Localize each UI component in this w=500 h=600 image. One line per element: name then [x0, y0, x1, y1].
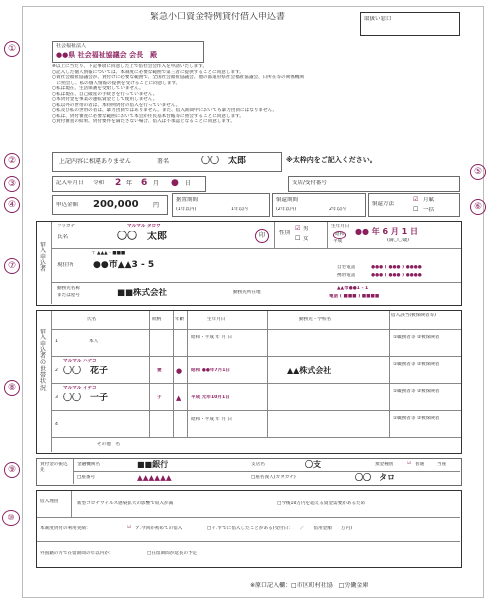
- dob-label: 生年月日: [331, 224, 350, 229]
- account-type-check[interactable]: ☑: [407, 461, 412, 466]
- grid-line: [267, 311, 268, 437]
- gender-female-check[interactable]: ☐: [295, 235, 301, 242]
- col-header-employer: 勤務先・学校名: [299, 317, 332, 322]
- grid-line: [71, 491, 72, 517]
- repay-note: (2年以内): [276, 207, 297, 212]
- date-era: 令和: [93, 180, 105, 186]
- pledge-line: ○貸付審査の結果、貸付要件を満たさない場合、借入は不承認となることに同意します。: [52, 119, 235, 124]
- member-note: ①職務者等 ②被保険者: [393, 335, 440, 340]
- holder-value[interactable]: 〇〇 タロ: [355, 473, 395, 482]
- pledge-line: に照会し、私の個人情報の提供を受けることに同意します。: [52, 80, 181, 86]
- pledge-line: ○記入した個人情報については、本制度に必要な範囲で第三者に提供することに同意します。: [52, 69, 244, 75]
- grace-box: [172, 193, 270, 217]
- date-month-unit: 月: [153, 180, 160, 187]
- member-name: 本人: [89, 339, 99, 344]
- usage-checked: ア.今回が初めての借入: [135, 526, 183, 531]
- usage-label: 本制度貸付の利用実績：: [40, 526, 91, 531]
- member-furigana[interactable]: マルマル ハナコ: [63, 359, 97, 364]
- pledge-line: ○貴社会福祉協議会が、貸付けに必要な範囲で、全国社会福祉協議会、他の都道府県社会福祉協議会、日所在等の関係機関: [52, 75, 304, 80]
- member-age[interactable]: ▲: [176, 394, 182, 402]
- bank-name[interactable]: ■■銀行: [137, 460, 169, 469]
- date-day[interactable]: ●: [171, 178, 179, 188]
- applicant-side-label: 借入申込者: [40, 242, 47, 274]
- dob-age: (満〇〇歳): [387, 238, 409, 243]
- branch-label: 支店名: [251, 462, 265, 467]
- member-note: ①職務者等 ②被保険者: [393, 389, 440, 394]
- grid-line: [51, 311, 52, 452]
- seal-mark: 印: [255, 229, 269, 243]
- repay-box: [272, 193, 366, 217]
- dob-era-checked[interactable]: 昭和: [335, 232, 345, 237]
- marker-8: ⑧: [4, 380, 20, 396]
- method-box: [368, 193, 460, 217]
- address-value[interactable]: ●●市▲▲3 - 5: [93, 260, 155, 270]
- member-name[interactable]: 〇〇 一子: [63, 393, 109, 403]
- phone-home-value[interactable]: ●●● ( ●●● ) ●●●●: [371, 265, 422, 270]
- holder-label: □座名義人(カタカナ): [251, 475, 296, 480]
- member-relation[interactable]: 妻: [157, 368, 162, 373]
- name-label: 氏名: [57, 234, 69, 240]
- member-furigana[interactable]: マルマル イチコ: [63, 386, 97, 391]
- grid-line: [73, 471, 460, 472]
- reception-label: 取扱い窓口: [364, 16, 392, 22]
- employer-label: 勤務先名称: [57, 286, 80, 291]
- phone-mobile-value[interactable]: ●●● ( ●●● ) ●●●●: [371, 273, 422, 278]
- household-side-label: 借入申込者の世帯状況: [40, 329, 47, 392]
- dob-era-other: 平成: [333, 239, 343, 244]
- method-opt-2: 一括: [423, 207, 435, 213]
- account-no-value[interactable]: ▲▲▲▲▲▲: [137, 473, 172, 482]
- method-check-2[interactable]: ☐: [413, 206, 419, 213]
- marker-3: ③: [4, 176, 20, 192]
- marker-4: ④: [4, 197, 20, 213]
- account-type-checked: 普通: [415, 462, 425, 467]
- employer-addr-value[interactable]: ▲▲市●●1 - 1: [337, 286, 369, 291]
- grid-line: [37, 541, 460, 542]
- org-small-label: 社会福祉法人: [56, 43, 87, 49]
- phone-mobile-label: 携帯電話: [337, 273, 356, 278]
- amount-value[interactable]: 200,000: [93, 199, 139, 210]
- household-block: [36, 310, 462, 454]
- sign-value[interactable]: 〇〇 太郎: [201, 156, 247, 166]
- row-number: 3: [55, 395, 58, 400]
- marker-1: ①: [4, 41, 20, 57]
- amount-unit: 円: [153, 202, 160, 209]
- row-number: 4: [55, 422, 58, 427]
- repay-value[interactable]: 2年以内: [329, 207, 346, 212]
- grid-line: [51, 383, 461, 384]
- grid-line: [327, 222, 328, 248]
- gender-male-check[interactable]: ☑: [295, 225, 301, 232]
- applicant-name[interactable]: 〇〇 太郎: [117, 231, 167, 242]
- grid-line: [51, 356, 461, 357]
- col-header-dob: 生年月日: [207, 317, 226, 322]
- row-number: 1: [55, 339, 58, 344]
- date-year[interactable]: 2: [115, 178, 122, 188]
- usage-other[interactable]: □イ.すでに借入したことがある(受付日： ／ 借用金額 万円): [207, 526, 353, 531]
- member-age[interactable]: ●: [176, 367, 183, 375]
- grace-note: (1年以内): [176, 207, 197, 212]
- furigana-value[interactable]: マルマル タロウ: [127, 224, 161, 229]
- gender-male: 男: [303, 226, 309, 232]
- marker-10: ⑩: [2, 510, 20, 526]
- col-header-age: 年齢: [175, 317, 185, 322]
- phone-home-label: 自宅電話: [337, 265, 356, 270]
- foreign-value[interactable]: □在留期間が延長の予定: [147, 551, 198, 556]
- dob-value[interactable]: ●● 年 6 月 1 日: [355, 227, 419, 236]
- member-note: ①職務者等 ②被保険者: [393, 416, 440, 421]
- member-name[interactable]: 〇〇 花子: [63, 366, 109, 376]
- consent-box: [52, 152, 282, 172]
- employer-value[interactable]: ■■株式会社: [117, 288, 168, 298]
- others-label: その他 名: [97, 442, 120, 447]
- account-type-other: 当座: [437, 462, 447, 467]
- applicant-block: [36, 221, 462, 306]
- grace-value[interactable]: 1年以内: [231, 207, 248, 212]
- account-no-label: □座番号: [77, 475, 96, 480]
- footer-note: ※原口記入欄：□市区町村社協 □労働金庫: [250, 582, 369, 589]
- org-name: ●●県 社会福祉協議会 会長 殿: [56, 51, 158, 59]
- date-day-unit: 日: [185, 180, 192, 187]
- postal-value[interactable]: 〒 ▲▲▲ - ■■■: [91, 251, 126, 256]
- pledge-line: ○本貸付金を事業の運転資金として使用しません。: [52, 97, 158, 102]
- grid-line: [51, 282, 461, 283]
- pledge-line: ○私は現在、生活保護を受給していません。: [52, 86, 144, 91]
- consent-label: 上記内容に相違ありません: [59, 158, 132, 165]
- repay-label: 償還期間: [276, 197, 299, 203]
- member-dob[interactable]: 平成 元年10月1日: [191, 395, 230, 400]
- method-check-1[interactable]: ☑: [413, 196, 419, 203]
- pledge-line: ○私及び私の世帯の者は、暴力団員ではありません。また、借入期間中においても暴力団員にはなりません。: [52, 108, 278, 113]
- employer-sub: または屋号: [57, 293, 80, 298]
- marker-7: ⑦: [4, 258, 20, 274]
- member-relation[interactable]: 子: [157, 395, 162, 400]
- grid-line: [389, 311, 390, 437]
- pledge-line: ※以上に当たり、下記事項に同意した上で借社会会作入を申請いたします。: [52, 64, 208, 69]
- gender-label: 性別: [279, 230, 291, 236]
- form-title: 緊急小口資金特例貸付借入申込書: [150, 12, 286, 22]
- member-dob: 昭和・平成 年 月 日: [191, 335, 233, 340]
- pledge-line: ○私以外の世帯の者は、本特例貸付の借入を行っていません。: [52, 102, 181, 108]
- amount-box: [52, 195, 168, 215]
- member-dob: 昭和・平成 年 月 日: [191, 417, 233, 422]
- account-type-label: 預金種別: [375, 462, 394, 467]
- marker-2: ②: [4, 153, 20, 169]
- col-header-note: 借入該当(被保険者等): [391, 313, 436, 318]
- member-employer[interactable]: ▲▲株式会社: [287, 366, 332, 375]
- furigana-label: フリガナ: [57, 224, 76, 229]
- grid-line: [51, 248, 461, 249]
- row-number: 2: [55, 368, 58, 373]
- grid-line: [187, 311, 188, 437]
- marker-9: ⑨: [4, 462, 20, 478]
- usage-check[interactable]: ☑: [127, 525, 132, 530]
- grid-line: [51, 410, 461, 411]
- col-header-relation: 続柄: [152, 317, 162, 322]
- member-note: ①職務者等 ②被保険者: [393, 362, 440, 367]
- grid-line: [37, 517, 460, 518]
- reason-label: 借入理由: [40, 499, 59, 504]
- grid-line: [51, 222, 52, 304]
- gender-female: 女: [303, 236, 309, 242]
- bold-frame-note: ※太枠内をご記入ください。: [286, 156, 377, 164]
- col-header-name: 氏名: [87, 317, 97, 322]
- bank-name-label: 金融機関名: [77, 462, 100, 467]
- pledge-line: ○私は現在、自己破産の手続きを行っていません。: [52, 91, 158, 97]
- org-box: [52, 41, 204, 63]
- foreign-label: 外国籍の方で在留期間の年以内か：: [40, 551, 114, 556]
- pledge-list: [52, 64, 472, 125]
- method-label: 償還方法: [372, 201, 395, 207]
- grid-line: [149, 311, 150, 437]
- branch-value[interactable]: 〇支: [305, 460, 321, 469]
- reception-box: [360, 12, 460, 36]
- date-month[interactable]: 6: [141, 178, 148, 188]
- grace-label: 据置期間: [176, 197, 199, 203]
- employer-addr-label: 勤務先所在地: [233, 290, 261, 295]
- employer-phone[interactable]: 電話 ( ■■■ ) ■■■■: [329, 294, 380, 299]
- reason-opt-2[interactable]: □今後10万円を超える資金需要があるため: [277, 501, 366, 506]
- grid-line: [274, 222, 275, 248]
- grid-line: [173, 311, 174, 437]
- grid-line: [51, 329, 461, 330]
- bank-label: 貸付金の振込先: [40, 462, 68, 473]
- reason-block: [36, 490, 462, 568]
- bank-block: [36, 458, 462, 486]
- pledge-line: ○私は、貸付審査に必要な範囲において本会が住民基本台帳等に照会することに同意します。: [52, 113, 244, 119]
- address-label: 現住所: [57, 262, 74, 268]
- reason-opt-1[interactable]: 新型コロナウイルス感染拡大の影響で収入が減: [77, 501, 174, 506]
- amount-label: 申込金額: [56, 202, 79, 208]
- marker-5: ⑤: [470, 164, 486, 180]
- receipt-box: [288, 176, 460, 192]
- marker-6: ⑥: [470, 199, 486, 215]
- date-box: [52, 176, 206, 192]
- receipt-label: 支店/受付番号: [292, 180, 327, 186]
- date-year-unit: 年: [126, 180, 133, 187]
- sign-label: 署名: [157, 158, 170, 165]
- grid-line: [51, 437, 461, 438]
- member-dob[interactable]: 昭和 ●●年7月1日: [191, 368, 230, 373]
- date-label: 記入年月日: [56, 180, 84, 186]
- method-opt-1: 月賦: [423, 197, 435, 203]
